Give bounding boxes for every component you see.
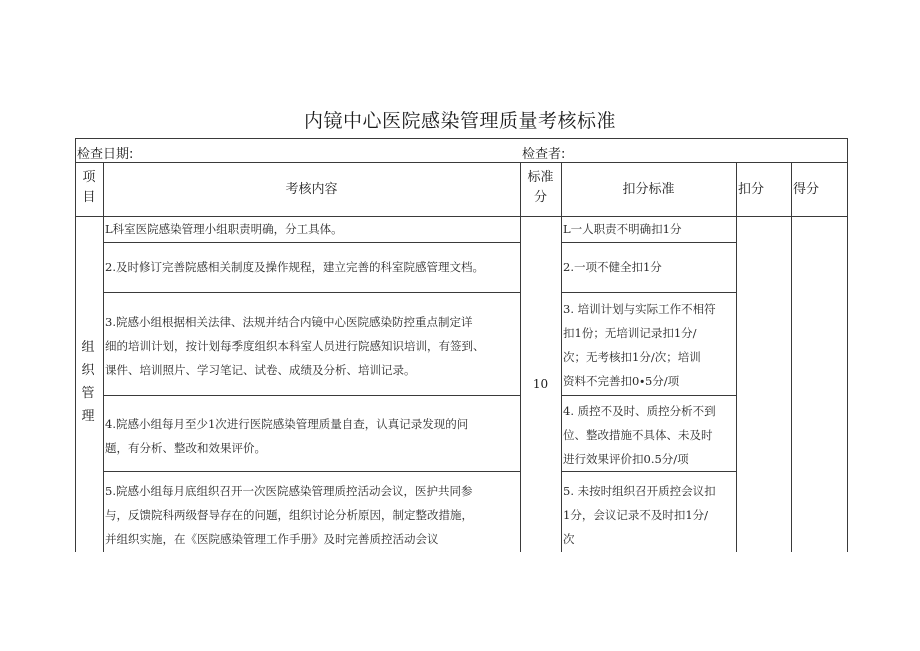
table-line-rule-2 [561,292,736,293]
check-date-label: 检查日期: [77,147,134,162]
rule-line: 3. 培训计划与实际工作不相符 [563,302,716,316]
rule-line: 5. 未按时组织召开质控会议扣 [563,484,716,498]
category-char: 组 [81,340,95,355]
rule-row-4 [563,399,716,471]
content-line: 与，反馈院科两级督导存在的问题，组织讨论分析原因，制定整改措施， [105,508,473,522]
content-line: 课件、培训照片、学习笔记、试卷、成绩及分析、培训记录。 [105,363,416,377]
table-line-info [75,162,848,163]
category-char: 理 [81,409,95,424]
table-line-content-1 [103,242,520,243]
content-line: L科室医院感染管理小组职责明确，分工具体。 [105,222,343,236]
standard-score: 10 [532,377,549,391]
rule-row-5 [563,479,716,551]
rule-row-3 [563,297,716,393]
header-deduct-standard: 扣分标准 [622,182,675,197]
rule-line: 1分，会议记录不及时扣1分/ [563,508,709,522]
table-line-rule-1 [561,242,736,243]
header-standard-line2: 分 [533,190,547,205]
rule-line: 资料不完善扣0∙5分/项 [563,374,680,388]
category-char: 管 [81,386,95,401]
content-line: 并组织实施，在《医院感染管理工作手册》及时完善质控活动会议 [105,532,439,546]
content-line: 4.院感小组每月至少1次进行医院感染管理质量自查，认真记录发现的问 [105,417,469,431]
table-border-top [75,138,848,139]
table-col-deduct [791,162,792,552]
content-row-1 [105,217,343,241]
content-line: 2.及时修订完善院感相关制度及操作规程，建立完善的科室院感管理文档。 [105,260,484,274]
table-col-item [103,162,104,552]
table-line-rule-3 [561,395,736,396]
category-label [79,336,97,428]
table-col-rule [736,162,737,552]
rule-line: 4. 质控不及时、质控分析不到 [563,404,716,418]
inspector-label: 检查者: [522,147,566,162]
table-border-right [847,138,848,552]
header-standard-line1: 标准 [527,170,554,185]
assessment-table [75,138,848,552]
header-item-line1: 项 [82,170,96,185]
header-item-line2: 目 [82,190,96,205]
content-row-5 [105,479,473,551]
header-deduct: 扣分 [737,182,764,197]
rule-row-1 [563,217,681,241]
rule-row-2 [563,255,662,279]
content-line: 题，有分析、整改和效果评价。 [105,441,266,455]
header-standard [520,168,561,208]
rule-line: L一人职责不明确扣1分 [563,222,682,236]
header-item [75,168,103,208]
rule-line: 扣1份；无培训记录扣1分/ [563,326,697,340]
category-char: 织 [81,363,95,378]
page-title: 内镜中心医院感染管理质量考核标准 [303,110,616,132]
rule-line: 次；无考核扣1分/次；培训 [563,350,701,364]
table-line-content-2 [103,292,520,293]
content-line: 5.院感小组每月底组织召开一次医院感染管理质控活动会议，医护共同参 [105,484,473,498]
header-content: 考核内容 [285,182,338,197]
content-row-2 [105,255,484,279]
content-row-4 [105,412,468,460]
content-row-3 [105,310,485,382]
rule-line: 2.一项不健全扣1分 [563,260,662,274]
table-line-content-4 [103,471,520,472]
content-line: 3.院感小组根据相关法律、法规并结合内镜中心医院感染防控重点制定详 [105,315,473,329]
content-line: 细的培训计划，按计划每季度组织本科室人员进行院感知识培训，有签到、 [105,339,485,353]
table-col-standard [561,162,562,552]
header-score: 得分 [792,182,819,197]
table-col-content [520,162,521,552]
rule-line: 位、整改措施不具体、未及时 [563,428,713,442]
table-line-rule-4 [561,471,736,472]
rule-line: 进行效果评价扣0.5分/项 [563,452,689,466]
rule-line: 次 [563,532,575,546]
table-line-content-3 [103,395,520,396]
